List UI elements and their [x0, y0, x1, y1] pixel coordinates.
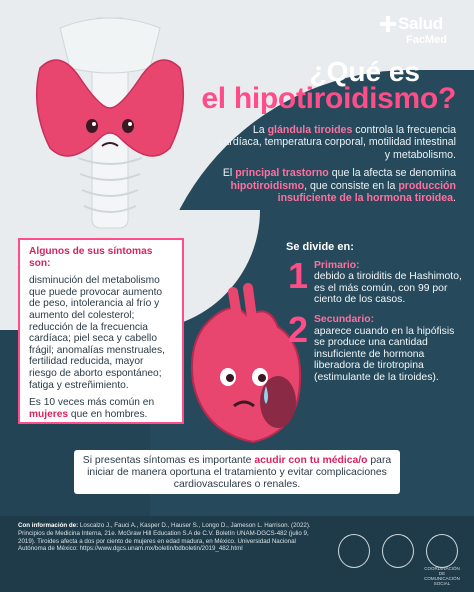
- references-label: Con información de:: [18, 522, 79, 529]
- comunicacion-social-logo-icon: [426, 534, 458, 568]
- call-to-action-box: Si presentas síntomas es importante acudir con tu médica/o para iniciar de manera oportuna el tratamiento y evitar complicaciones cardiovasculares o renales.: [74, 450, 400, 494]
- intro-paragraph-1: La glándula tiroides controla la frecuencia cardíaca, temperatura corporal, motilidad intestinal y metabolismo.: [218, 124, 456, 161]
- thyroid-illustration: [10, 8, 210, 238]
- title-question: ¿Qué es: [309, 56, 420, 87]
- unam-seal-icon: [338, 534, 370, 568]
- intro-text: [210, 124, 456, 210]
- references-text: Con información de: Loscalzo J., Fauci A., Kasper D., Hauser S., Longo D., Jameson L. Harrison. (2022). Principios de Medicina Interna, 21e. McGraw Hill Education S.A de C.V. Boletín UNAM-DGCS-482 (julio 9, 2019). Tiroides afecta a dos por ciento de mujeres en edad madura, en México. Universidad Nacional Autónoma de México: https://www.dgcs.unam.mx/boletin/bdboletin/2019_482.html: [18, 522, 311, 553]
- cta-highlight: acudir con tu médica/o: [254, 455, 368, 466]
- number-2-badge: 2: [288, 308, 309, 350]
- heart-icon: [192, 288, 300, 442]
- seal-3-label: COORDINACIÓN DE COMUNICACIÓN SOCIAL: [424, 566, 460, 586]
- primary-text: debido a tiroiditis de Hashimoto, es el más común, con 99 por ciento de los casos.: [314, 271, 462, 306]
- intro-paragraph-2: El principal trastorno que la afecta se denomina hipotiroidismo, que consiste en la producción insuficiente de la hormona tiroidea.: [222, 167, 456, 205]
- symptoms-list: disminución del metabolismo que puede provocar aumento de peso, intolerancia al frío y aumento del colesterol; reducción de la frecuencia cardíaca; piel seca y cabello frágil; anomalías menstruales, fertilidad reducida, mayor riesgo de aborto espontáneo; fatiga y estreñimiento.: [29, 275, 165, 391]
- symptoms-box: [18, 238, 184, 424]
- plus-icon: [380, 16, 396, 32]
- symptoms-heading: Algunos de sus síntomas son:: [29, 246, 153, 269]
- facultad-medicina-seal-icon: [382, 534, 414, 568]
- institution-seals: [338, 534, 460, 586]
- classification-item-secondary: [286, 308, 462, 384]
- secondary-text: aparece cuando en la hipófisis se produce una cantidad insuficiente de hormona liberadora de tirotropina (estimulante de la tiroides).: [314, 325, 455, 383]
- classification-item-primary: [286, 254, 462, 306]
- page-title: el hipotiroidismo?: [201, 82, 456, 115]
- classification-section: [286, 242, 462, 392]
- logo-salud-text: Salud: [398, 14, 443, 33]
- number-1-badge: 1: [288, 254, 309, 296]
- classification-heading: Se divide en:: [286, 241, 354, 253]
- logo-facmed-text: FacMed: [406, 34, 447, 46]
- primary-title: Primario:: [314, 259, 360, 271]
- secondary-title: Secundario:: [314, 313, 375, 325]
- symptoms-note: Es 10 veces más común en mujeres que en hombres.: [29, 397, 155, 420]
